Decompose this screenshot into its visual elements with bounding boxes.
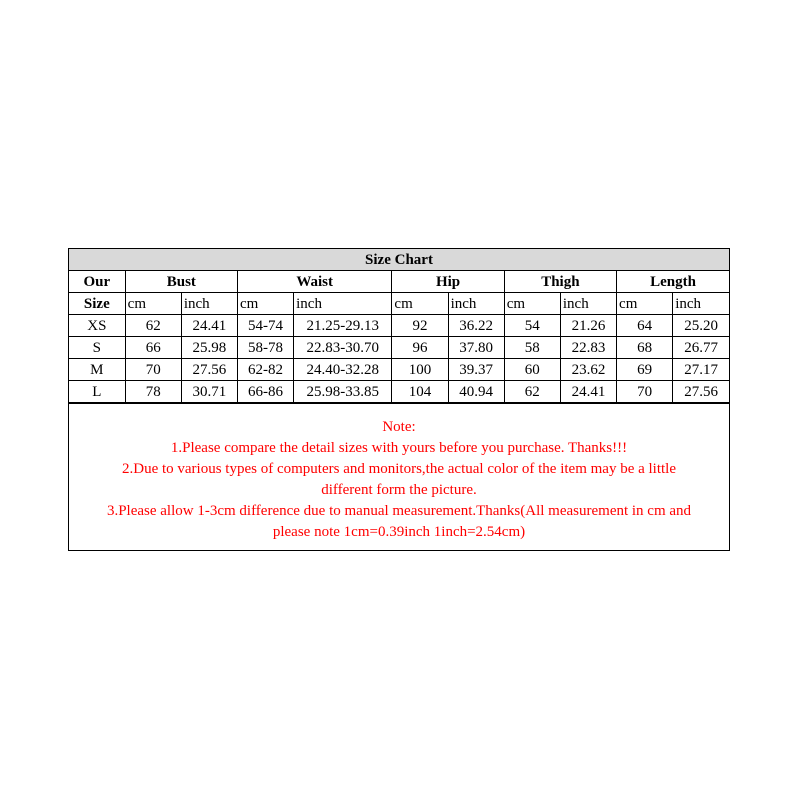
waist-header: Waist — [237, 271, 391, 293]
bust-inch-cell: 27.56 — [181, 359, 237, 381]
hip-inch-cell: 39.37 — [448, 359, 504, 381]
bust-cm-cell: 66 — [125, 337, 181, 359]
notes-panel — [69, 403, 729, 550]
length-cm-cell: 68 — [617, 337, 673, 359]
hip-header: Hip — [392, 271, 504, 293]
hip-inch-cell: 36.22 — [448, 315, 504, 337]
chart-title: Size Chart — [69, 249, 729, 271]
unit-inch: inch — [181, 293, 237, 315]
length-cm-cell: 69 — [617, 359, 673, 381]
size-table — [69, 249, 729, 403]
size-chart — [68, 248, 730, 551]
note-line: please note 1cm=0.39inch 1inch=2.54cm) — [272, 524, 526, 540]
size-cell: S — [69, 337, 125, 359]
table-row — [69, 337, 729, 359]
size-cell: XS — [69, 315, 125, 337]
bust-cm-cell: 70 — [125, 359, 181, 381]
note-line: 1.Please compare the detail sizes with yours before you purchase. Thanks!!! — [170, 440, 628, 456]
thigh-inch-cell: 24.41 — [560, 381, 616, 403]
note-line: different form the picture. — [321, 482, 477, 498]
size-cell: M — [69, 359, 125, 381]
waist-inch-cell: 24.40-32.28 — [294, 359, 392, 381]
length-cm-cell: 70 — [617, 381, 673, 403]
unit-cm: cm — [125, 293, 181, 315]
waist-cm-cell: 54-74 — [237, 315, 293, 337]
thigh-cm-cell: 60 — [504, 359, 560, 381]
hip-cm-cell: 100 — [392, 359, 448, 381]
unit-cm: cm — [617, 293, 673, 315]
length-inch-cell: 27.17 — [673, 359, 729, 381]
thigh-cm-cell: 62 — [504, 381, 560, 403]
bust-inch-cell: 25.98 — [181, 337, 237, 359]
note-line: 3.Please allow 1-3cm difference due to manual measurement.Thanks(All measurement in cm and — [106, 503, 692, 519]
unit-inch: inch — [448, 293, 504, 315]
hip-inch-cell: 40.94 — [448, 381, 504, 403]
length-cm-cell: 64 — [617, 315, 673, 337]
unit-inch: inch — [294, 293, 392, 315]
thigh-header: Thigh — [504, 271, 616, 293]
table-row — [69, 315, 729, 337]
bust-inch-cell: 30.71 — [181, 381, 237, 403]
length-inch-cell: 26.77 — [673, 337, 729, 359]
thigh-cm-cell: 54 — [504, 315, 560, 337]
thigh-inch-cell: 22.83 — [560, 337, 616, 359]
waist-inch-cell: 21.25-29.13 — [294, 315, 392, 337]
waist-inch-cell: 25.98-33.85 — [294, 381, 392, 403]
table-row — [69, 381, 729, 403]
thigh-inch-cell: 21.26 — [560, 315, 616, 337]
waist-cm-cell: 58-78 — [237, 337, 293, 359]
waist-cm-cell: 62-82 — [237, 359, 293, 381]
bust-header: Bust — [125, 271, 237, 293]
waist-cm-cell: 66-86 — [237, 381, 293, 403]
bust-cm-cell: 62 — [125, 315, 181, 337]
unit-cm: cm — [392, 293, 448, 315]
note-line: 2.Due to various types of computers and monitors,the actual color of the item may be a little — [121, 461, 677, 477]
size-cell: L — [69, 381, 125, 403]
thigh-cm-cell: 58 — [504, 337, 560, 359]
unit-cm: cm — [504, 293, 560, 315]
table-row — [69, 359, 729, 381]
unit-inch: inch — [560, 293, 616, 315]
unit-inch: inch — [673, 293, 729, 315]
unit-cm: cm — [237, 293, 293, 315]
length-inch-cell: 25.20 — [673, 315, 729, 337]
length-inch-cell: 27.56 — [673, 381, 729, 403]
thigh-inch-cell: 23.62 — [560, 359, 616, 381]
hip-cm-cell: 92 — [392, 315, 448, 337]
note-heading: Note: — [382, 419, 416, 435]
our-size-header: Our — [69, 271, 125, 293]
bust-cm-cell: 78 — [125, 381, 181, 403]
our-size-header-line2: Size — [69, 293, 125, 315]
waist-inch-cell: 22.83-30.70 — [294, 337, 392, 359]
bust-inch-cell: 24.41 — [181, 315, 237, 337]
length-header: Length — [617, 271, 729, 293]
hip-inch-cell: 37.80 — [448, 337, 504, 359]
hip-cm-cell: 96 — [392, 337, 448, 359]
hip-cm-cell: 104 — [392, 381, 448, 403]
